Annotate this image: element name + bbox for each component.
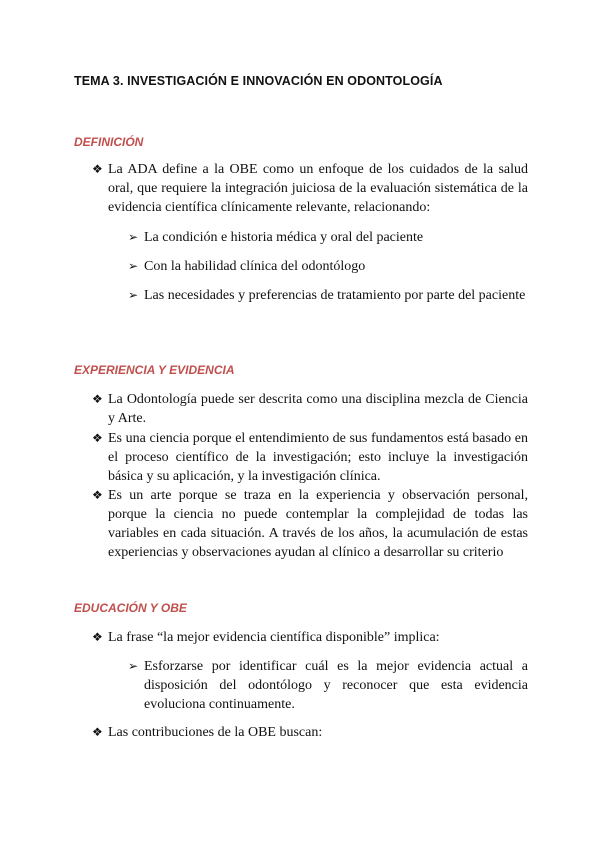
bullet-item (92, 160, 528, 217)
arrow-bullet-icon: ➢ (128, 659, 139, 673)
diamond-bullet-icon: ❖ (92, 431, 103, 445)
bullet-text: Las contribuciones de la OBE buscan: (108, 725, 323, 740)
sub-bullet-text: La condición e historia médica y oral del paciente (144, 230, 424, 245)
bullet-text: Es una ciencia porque el entendimiento de sus fundamentos está basado en el proceso científico de la investigación; esto incluye la investigación básica y su aplicación, y la investigación clínica. (108, 431, 528, 484)
section-heading-experiencia: EXPERIENCIA Y EVIDENCIA (74, 363, 235, 377)
diamond-bullet-icon: ❖ (92, 630, 103, 644)
sub-bullet-item (128, 257, 528, 276)
section-heading-educacion: EDUCACIÓN Y OBE (74, 601, 187, 615)
bullet-text: Es un arte porque se traza en la experiencia y observación personal, porque la ciencia no puede contemplar la complejidad de todas las variables en cada situación. A través de los años, la acumulación de estas experiencias y observaciones ayudan al clínico a desarrollar su criterio (108, 488, 528, 560)
bullet-text: La Odontología puede ser descrita como una disciplina mezcla de Ciencia y Arte. (108, 392, 528, 426)
sub-bullet-item (128, 657, 528, 714)
arrow-bullet-icon: ➢ (128, 259, 139, 273)
diamond-bullet-icon: ❖ (92, 725, 103, 739)
arrow-bullet-icon: ➢ (128, 288, 139, 302)
sub-bullet-item (128, 228, 528, 247)
sub-bullet-text: Con la habilidad clínica del odontólogo (144, 259, 366, 274)
bullet-item (92, 486, 528, 562)
diamond-bullet-icon: ❖ (92, 162, 103, 176)
bullet-item (92, 429, 528, 486)
bullet-text: La frase “la mejor evidencia científica disponible” implica: (108, 630, 440, 645)
sub-bullet-text: Esforzarse por identificar cuál es la mejor evidencia actual a disposición del odontólogo y reconocer que esta evidencia evoluciona continuamente. (144, 659, 528, 712)
diamond-bullet-icon: ❖ (92, 488, 103, 502)
page-title: TEMA 3. INVESTIGACIÓN E INNOVACIÓN EN ODONTOLOGÍA (74, 74, 443, 88)
bullet-item (92, 628, 528, 647)
diamond-bullet-icon: ❖ (92, 392, 103, 406)
sub-bullet-text: Las necesidades y preferencias de tratamiento por parte del paciente (144, 288, 526, 303)
bullet-text: La ADA define a la OBE como un enfoque de los cuidados de la salud oral, que requiere la integración juiciosa de la evaluación sistemática de la evidencia científica clínicamente relevante, relacionando: (108, 162, 528, 215)
arrow-bullet-icon: ➢ (128, 230, 139, 244)
sub-bullet-item (128, 286, 528, 305)
bullet-item (92, 723, 528, 742)
bullet-item (92, 390, 528, 428)
section-heading-definicion: DEFINICIÓN (74, 135, 144, 149)
